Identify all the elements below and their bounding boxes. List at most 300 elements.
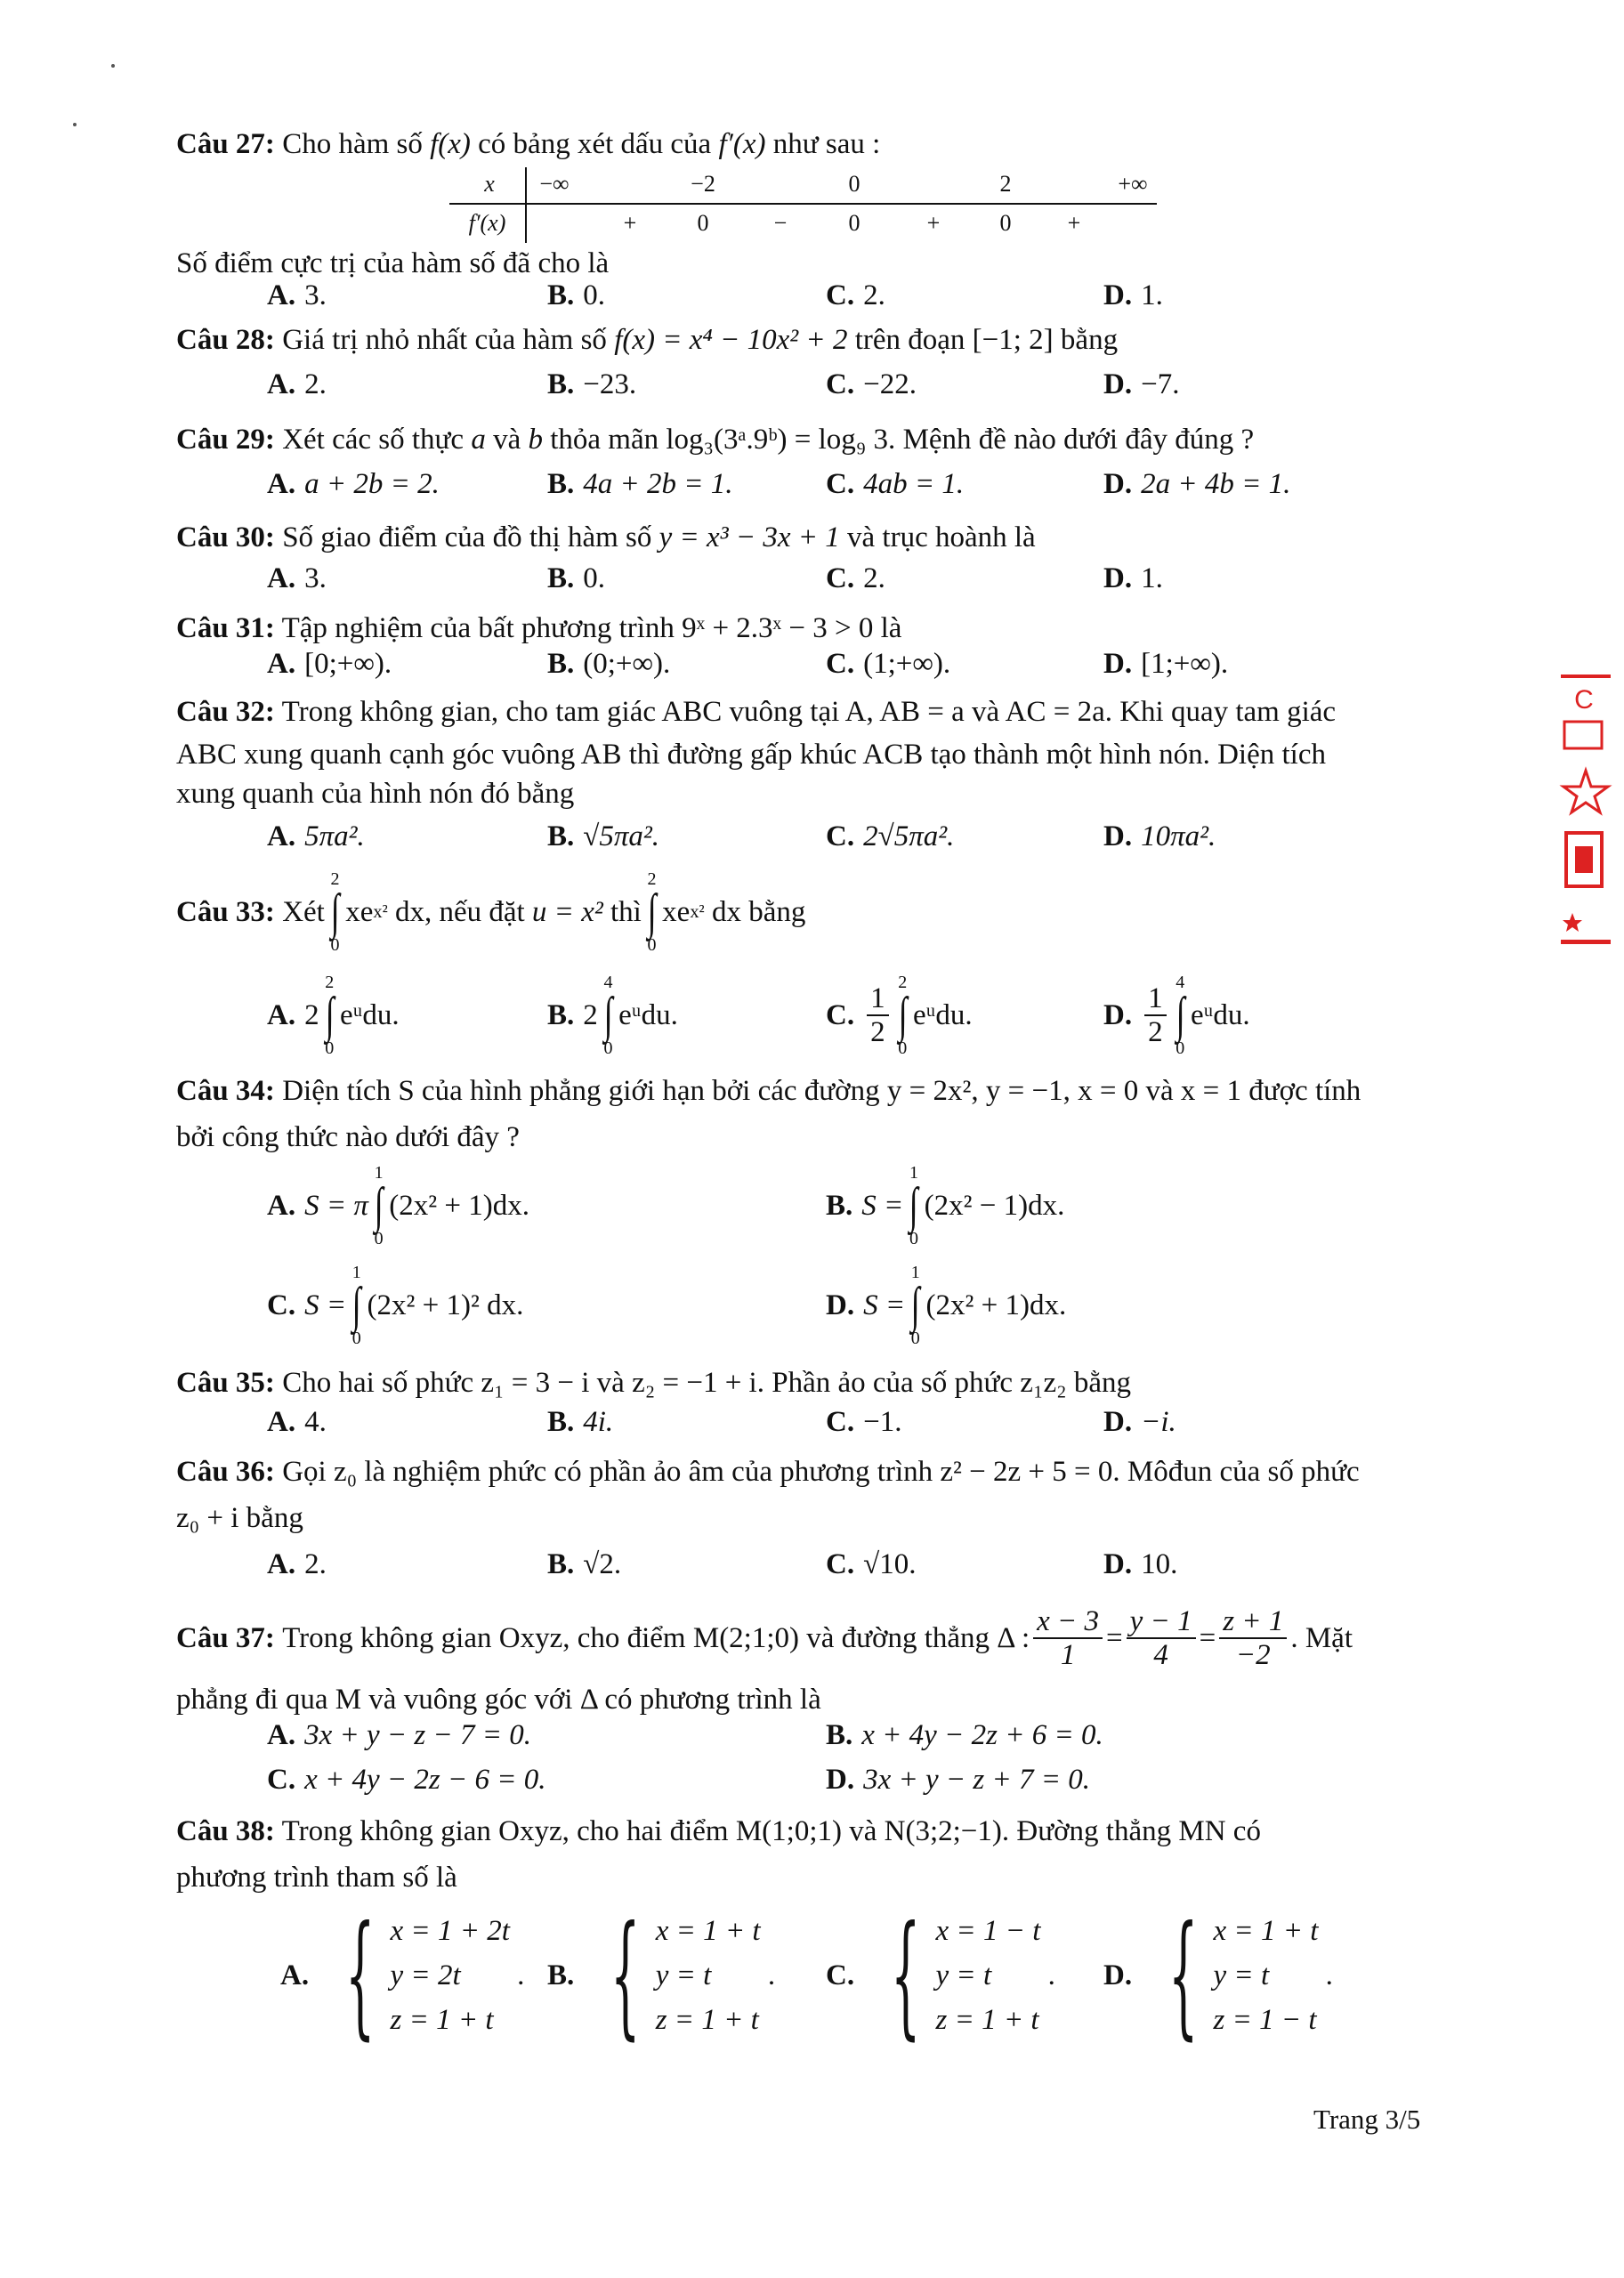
- option-label: B.: [547, 279, 575, 311]
- options-37-row2: [267, 1764, 1424, 1806]
- option-text: 2.: [863, 279, 885, 311]
- integral-sign: ∫: [330, 885, 340, 940]
- numerator: y − 1: [1127, 1605, 1196, 1639]
- option-b: [547, 562, 605, 595]
- option-label: D.: [1103, 1959, 1133, 1991]
- question-number: Câu 34:: [176, 1075, 275, 1107]
- question-34: [176, 1070, 1449, 1112]
- text: Số điểm cực trị của hàm số đã cho là: [176, 247, 610, 279]
- integral: [1174, 973, 1187, 1057]
- speck: [111, 64, 115, 68]
- option-text: √5πa².: [583, 820, 660, 852]
- text: . Mặt: [1290, 1622, 1353, 1654]
- option-d: [1103, 820, 1216, 853]
- lower-limit: 0: [351, 1329, 361, 1348]
- question-36-line2: [176, 1497, 1449, 1539]
- table-cell: 0: [848, 210, 860, 236]
- options-33: [267, 966, 1424, 1064]
- math: a: [471, 424, 486, 456]
- option-text: x + 4y − 2z − 6 = 0.: [304, 1764, 546, 1796]
- math: u = x²: [531, 896, 603, 928]
- question-32-line2: [176, 733, 1449, 776]
- math: x²: [690, 902, 705, 922]
- option-a: [267, 1406, 327, 1439]
- option-label: A.: [267, 1548, 296, 1580]
- option-d: [1103, 562, 1163, 595]
- question-37: [176, 1598, 1449, 1678]
- equation: y = t: [935, 1959, 992, 1991]
- integral: [328, 870, 342, 954]
- option-c: [826, 648, 950, 681]
- option-text: eᵘdu.: [618, 998, 678, 1031]
- option-b: [826, 1157, 1064, 1255]
- options-27: [267, 279, 1424, 322]
- option-text: −22.: [863, 368, 917, 400]
- option-a: [267, 648, 392, 681]
- denominator: 4: [1153, 1639, 1168, 1671]
- upper-limit: 4: [603, 973, 613, 992]
- option-label: A.: [267, 648, 296, 680]
- table-cell: 2: [999, 171, 1012, 197]
- question-35: [176, 1361, 1449, 1404]
- star-icon: [1563, 913, 1582, 932]
- math: xe: [345, 896, 374, 928]
- option-label: A.: [267, 279, 296, 311]
- option-a: [267, 1548, 327, 1581]
- option-label: A.: [267, 562, 296, 594]
- equation: x = 1 + t: [655, 1915, 761, 1947]
- option-b: [547, 1548, 621, 1581]
- question-34-line2: [176, 1116, 1449, 1159]
- option-label: C.: [826, 648, 855, 680]
- equation: y = t: [655, 1959, 712, 1991]
- integral-sign: ∫: [1176, 988, 1185, 1043]
- brace: {: [1168, 1898, 1199, 2053]
- math: x²: [373, 902, 388, 922]
- equation: x = 1 + t: [1213, 1915, 1319, 1947]
- option-text: 3x + y − z − 7 = 0.: [304, 1719, 532, 1751]
- option-label: B.: [826, 1719, 853, 1751]
- text: Gọi z₀ là nghiệm phức có phần ảo âm của phương trình z² − 2z + 5 = 0. Môđun của số phức: [282, 1456, 1360, 1488]
- option-label: D.: [1103, 998, 1133, 1031]
- option-text: eᵘdu.: [339, 998, 400, 1031]
- option-text: 4i.: [583, 1406, 614, 1438]
- option-label: A.: [267, 1719, 296, 1751]
- option-text: 2.: [863, 562, 885, 594]
- lower-limit: 0: [909, 1229, 918, 1248]
- text: nếu đặt: [439, 896, 525, 928]
- text: Mệnh đề nào dưới đây đúng ?: [902, 424, 1255, 456]
- option-text: 5πa².: [304, 820, 365, 852]
- star-icon: [1563, 771, 1608, 812]
- table-cell: +: [926, 210, 941, 236]
- table-cell: −∞: [539, 171, 570, 197]
- upper-limit: 1: [910, 1263, 920, 1282]
- lower-limit: 0: [330, 935, 340, 955]
- option-label: B.: [547, 820, 575, 852]
- option-label: B.: [547, 468, 575, 500]
- speck: [73, 123, 77, 126]
- question-38-line2: [176, 1856, 1449, 1899]
- equation: x = 1 − t: [935, 1915, 1041, 1947]
- option-text: 10.: [1141, 1548, 1178, 1580]
- option-d: [1103, 279, 1163, 312]
- integral: [645, 870, 658, 954]
- option-d: [1103, 1406, 1176, 1439]
- text: Xét các số thực: [282, 424, 465, 456]
- question-30: [176, 516, 1449, 559]
- math: dx,: [394, 896, 432, 928]
- equation: z = 1 + t: [655, 2004, 759, 2036]
- text: z₀ + i bằng: [176, 1502, 303, 1534]
- upper-limit: 1: [909, 1163, 918, 1183]
- text: bằng: [1060, 324, 1119, 356]
- text: phương trình tham số là: [176, 1862, 457, 1894]
- option-label: C.: [826, 1959, 855, 1991]
- option-text: a + 2b = 2.: [304, 468, 440, 500]
- text: là: [880, 612, 902, 644]
- option-c: [267, 1256, 523, 1354]
- fraction: [1033, 1605, 1103, 1672]
- integral-sign: ∫: [603, 988, 613, 1043]
- option-text: 3.: [304, 279, 327, 311]
- option-text: 3x + y − z + 7 = 0.: [863, 1764, 1091, 1796]
- option-label: D.: [1103, 279, 1133, 311]
- numerator: z + 1: [1219, 1605, 1287, 1639]
- option-text: (2x² + 1)dx.: [389, 1189, 529, 1222]
- option-label: B.: [547, 1406, 575, 1438]
- option-c: [826, 820, 954, 853]
- stamp-bar: [1561, 675, 1611, 678]
- math: 2: [304, 998, 319, 1031]
- option-text: 2.: [304, 1548, 327, 1580]
- table-rule: [525, 167, 527, 243]
- options-36: [267, 1548, 1424, 1591]
- option-a: [267, 820, 365, 853]
- integral-sign: ∫: [351, 1278, 361, 1333]
- integral: [323, 973, 336, 1057]
- options-34-row2: [267, 1256, 1424, 1354]
- brace: {: [610, 1898, 641, 2053]
- math: dx: [711, 896, 741, 928]
- option-label: A.: [267, 368, 296, 400]
- equation: z = 1 + t: [935, 2004, 1039, 2036]
- question-37-line2: [176, 1678, 1449, 1721]
- option-label: A.: [267, 820, 296, 852]
- option-c: [826, 468, 964, 501]
- equals-sign: =: [1106, 1622, 1123, 1654]
- option-label: D.: [1103, 562, 1133, 594]
- text: trên đoạn: [854, 324, 966, 356]
- math: 9ˣ + 2.3ˣ − 3 > 0: [682, 612, 874, 644]
- math: log₃(3ᵃ.9ᵇ) = log₉ 3.: [666, 424, 896, 456]
- text: Cho hàm số: [282, 128, 423, 160]
- integral: [372, 1164, 385, 1248]
- option-text: 4.: [304, 1406, 327, 1438]
- question-number: Câu 29:: [176, 424, 275, 456]
- upper-limit: 2: [325, 973, 335, 992]
- option-label: C.: [826, 1406, 855, 1438]
- option-text: [0;+∞).: [304, 648, 392, 680]
- lower-limit: 0: [374, 1229, 384, 1248]
- option-label: A.: [267, 1406, 296, 1438]
- equation-system: [863, 1898, 1041, 2053]
- question-number: Câu 31:: [176, 612, 275, 644]
- option-b: [547, 1406, 613, 1439]
- text: phẳng đi qua M và vuông góc với Δ có phương trình là: [176, 1684, 821, 1716]
- option-label: D.: [1103, 368, 1133, 400]
- option-label: C.: [826, 468, 855, 500]
- option-c: [267, 1764, 546, 1797]
- option-d: [1103, 966, 1250, 1064]
- upper-limit: 2: [647, 869, 657, 889]
- option-text: 3.: [304, 562, 327, 594]
- lower-limit: 0: [647, 935, 657, 955]
- stamp-bar: [1561, 940, 1611, 944]
- options-38: [267, 1898, 1424, 2053]
- math: S = π: [304, 1189, 368, 1222]
- option-label: C.: [826, 279, 855, 311]
- option-c: C. { x = 1 − t y = t z = 1 + t .: [826, 1898, 1055, 2053]
- math: 2: [583, 998, 598, 1031]
- integral: [896, 973, 909, 1057]
- denominator: 1: [1060, 1639, 1076, 1671]
- math: [−1; 2]: [972, 324, 1054, 356]
- option-label: D.: [826, 1288, 855, 1321]
- option-text: −i.: [1141, 1406, 1176, 1438]
- option-label: D.: [1103, 1406, 1133, 1438]
- equation: z = 1 + t: [390, 2004, 494, 2036]
- text: Tập nghiệm của bất phương trình: [281, 612, 675, 644]
- question-27: [176, 123, 1449, 166]
- question-number: Câu 38:: [176, 1815, 275, 1847]
- text: Cho hai số phức z₁ = 3 − i và z₂ = −1 + i. Phần ảo của số phức z₁z₂ bằng: [282, 1367, 1131, 1399]
- math: f(x): [430, 128, 471, 160]
- option-text: 1.: [1141, 279, 1163, 311]
- option-b: [826, 1719, 1103, 1752]
- lower-limit: 0: [603, 1038, 613, 1058]
- option-text: 10πa².: [1141, 820, 1216, 852]
- math: y = x³ − 3x + 1: [658, 521, 840, 553]
- table-cell: +: [1067, 210, 1081, 236]
- numerator: 1: [1144, 982, 1167, 1016]
- math: S =: [304, 1288, 347, 1321]
- integral-sign: ∫: [910, 1278, 920, 1333]
- text: Trong không gian, cho tam giác ABC vuông tại A, AB = a và AC = 2a. Khi quay tam giác: [281, 696, 1337, 728]
- integral-sign: ∫: [374, 1178, 384, 1233]
- option-label: B.: [547, 1959, 575, 1991]
- option-c: [826, 562, 885, 595]
- table-cell: −: [773, 210, 788, 236]
- question-28: [176, 319, 1449, 361]
- option-d: [1103, 648, 1228, 681]
- option-text: (2x² + 1)dx.: [925, 1288, 1067, 1321]
- option-label: C.: [826, 562, 855, 594]
- text: và trục hoành là: [847, 521, 1036, 553]
- option-text: 4a + 2b = 1.: [583, 468, 733, 500]
- fraction: [1144, 982, 1167, 1049]
- upper-limit: 1: [351, 1263, 361, 1282]
- option-text: 1.: [1141, 562, 1163, 594]
- option-label: B.: [547, 368, 575, 400]
- lower-limit: 0: [325, 1038, 335, 1058]
- table-row-label: f′(x): [468, 210, 506, 236]
- option-label: B.: [547, 998, 575, 1031]
- question-32: [176, 691, 1449, 733]
- math: S =: [861, 1189, 904, 1222]
- option-a: [267, 966, 400, 1064]
- question-38: [176, 1810, 1449, 1853]
- equals-sign: =: [1199, 1622, 1216, 1654]
- text: xung quanh của hình nón đó bằng: [176, 778, 575, 810]
- options-30: [267, 562, 1424, 605]
- text: Trong không gian Oxyz, cho điểm M(2;1;0) và đường thẳng Δ :: [282, 1622, 1030, 1654]
- math: b: [528, 424, 543, 456]
- question-number: Câu 27:: [176, 128, 275, 160]
- question-32-line3: [176, 772, 1449, 815]
- option-b: [547, 648, 670, 681]
- option-label: C.: [267, 1764, 296, 1796]
- option-c: [826, 279, 885, 312]
- fraction: [867, 982, 889, 1049]
- option-label: C.: [826, 368, 855, 400]
- integral: [602, 973, 615, 1057]
- option-c: [826, 1406, 901, 1439]
- option-text: −23.: [583, 368, 637, 400]
- option-a: A. { x = 1 + 2t y = 2t z = 1 + t .: [280, 1898, 525, 2053]
- text: Trong không gian Oxyz, cho hai điểm M(1;0;1) và N(3;2;−1). Đường thẳng MN có: [281, 1815, 1261, 1847]
- option-label: A.: [267, 1189, 296, 1222]
- stamp-box: [1564, 722, 1602, 748]
- option-b: [547, 966, 678, 1064]
- options-32: [267, 820, 1424, 863]
- question-number: Câu 36:: [176, 1456, 275, 1488]
- question-number: Câu 33:: [176, 896, 275, 928]
- option-label: D.: [826, 1764, 855, 1796]
- option-label: D.: [1103, 648, 1133, 680]
- options-29: [267, 468, 1424, 511]
- option-d: [826, 1256, 1066, 1354]
- option-label: B.: [547, 562, 575, 594]
- numerator: x − 3: [1033, 1605, 1103, 1639]
- lower-limit: 0: [898, 1038, 908, 1058]
- question-33: [176, 863, 1449, 961]
- option-c: [826, 1548, 916, 1581]
- option-a: [267, 279, 327, 312]
- equation-system: [318, 1898, 510, 2053]
- option-text: [1;+∞).: [1141, 648, 1229, 680]
- equation: y = 2t: [390, 1959, 461, 1991]
- option-text: 2a + 4b = 1.: [1141, 468, 1291, 500]
- text: Xét: [282, 896, 325, 928]
- option-label: D.: [1103, 1548, 1133, 1580]
- text: như sau :: [772, 128, 881, 160]
- lower-limit: 0: [1176, 1038, 1185, 1058]
- question-31: [176, 607, 1449, 650]
- option-a: [267, 368, 327, 401]
- option-text: 0.: [583, 279, 606, 311]
- table-cell: 0: [848, 171, 860, 197]
- option-label: B.: [547, 1548, 575, 1580]
- upper-limit: 2: [898, 973, 908, 992]
- question-number: Câu 37:: [176, 1622, 275, 1654]
- option-label: C.: [267, 1288, 296, 1321]
- math: S =: [863, 1288, 906, 1321]
- table-cell: +: [623, 210, 637, 236]
- equation: x = 1 + 2t: [390, 1915, 510, 1947]
- option-d: [826, 1764, 1090, 1797]
- math: f′(x): [718, 128, 766, 160]
- math: f(x) = x⁴ − 10x² + 2: [614, 324, 848, 356]
- option-c: [826, 966, 973, 1064]
- text: có bảng xét dấu của: [478, 128, 712, 160]
- option-d: D. { x = 1 + t y = t z = 1 − t .: [1103, 1898, 1333, 2053]
- option-text: 4ab = 1.: [863, 468, 965, 500]
- text: Diện tích S của hình phẳng giới hạn bởi các đường y = 2x², y = −1, x = 0 và x = 1 được tính: [282, 1075, 1361, 1107]
- stamp-letter: C: [1574, 685, 1594, 715]
- fraction: [1219, 1605, 1287, 1672]
- question-number: Câu 28:: [176, 324, 275, 356]
- denominator: 2: [870, 1016, 885, 1048]
- lower-limit: 0: [910, 1329, 920, 1348]
- equation-system: [1141, 1898, 1319, 2053]
- table-cell: 0: [999, 210, 1012, 236]
- equation: y = t: [1213, 1959, 1270, 1991]
- integral-sign: ∫: [325, 988, 335, 1043]
- equation-system: [583, 1898, 761, 2053]
- text: và: [493, 424, 521, 456]
- option-text: 0.: [583, 562, 606, 594]
- option-label: A.: [267, 468, 296, 500]
- text: thỏa mãn: [550, 424, 659, 456]
- options-31: [267, 648, 1424, 691]
- question-29: [176, 418, 1449, 461]
- page-footer: Trang 3/5: [1313, 2104, 1421, 2135]
- equation: z = 1 − t: [1213, 2004, 1317, 2036]
- option-label: B.: [826, 1189, 853, 1222]
- option-a: [267, 562, 327, 595]
- text: ABC xung quanh cạnh góc vuông AB thì đường gấp khúc ACB tạo thành một hình nón. Diện tích: [176, 739, 1326, 771]
- option-label: A.: [267, 998, 296, 1031]
- option-label: D.: [1103, 820, 1133, 852]
- option-b: [547, 820, 659, 853]
- table-cell: 0: [697, 210, 709, 236]
- option-label: C.: [826, 1548, 855, 1580]
- table-cell: +∞: [1118, 171, 1148, 197]
- option-b: [547, 279, 605, 312]
- option-d: [1103, 1548, 1177, 1581]
- stamp-emblem-fill: [1575, 846, 1593, 873]
- option-text: eᵘdu.: [912, 998, 973, 1031]
- option-c: [826, 368, 917, 401]
- question-27-prompt: [176, 242, 1449, 285]
- option-label: C.: [826, 820, 855, 852]
- denominator: 2: [1148, 1016, 1163, 1048]
- text: thì: [610, 896, 642, 928]
- option-text: (0;+∞).: [583, 648, 671, 680]
- option-text: √2.: [583, 1548, 622, 1580]
- text: bởi công thức nào dưới đây ?: [176, 1121, 520, 1153]
- option-text: 2√5πa².: [863, 820, 955, 852]
- fraction: [1127, 1605, 1196, 1672]
- table-rule: [449, 203, 1157, 205]
- brace: {: [891, 1898, 921, 2053]
- table-row-label: x: [484, 171, 495, 197]
- table-cell: −2: [691, 171, 715, 197]
- option-b: [547, 468, 733, 501]
- integral-sign: ∫: [898, 988, 908, 1043]
- option-a: [267, 1719, 531, 1752]
